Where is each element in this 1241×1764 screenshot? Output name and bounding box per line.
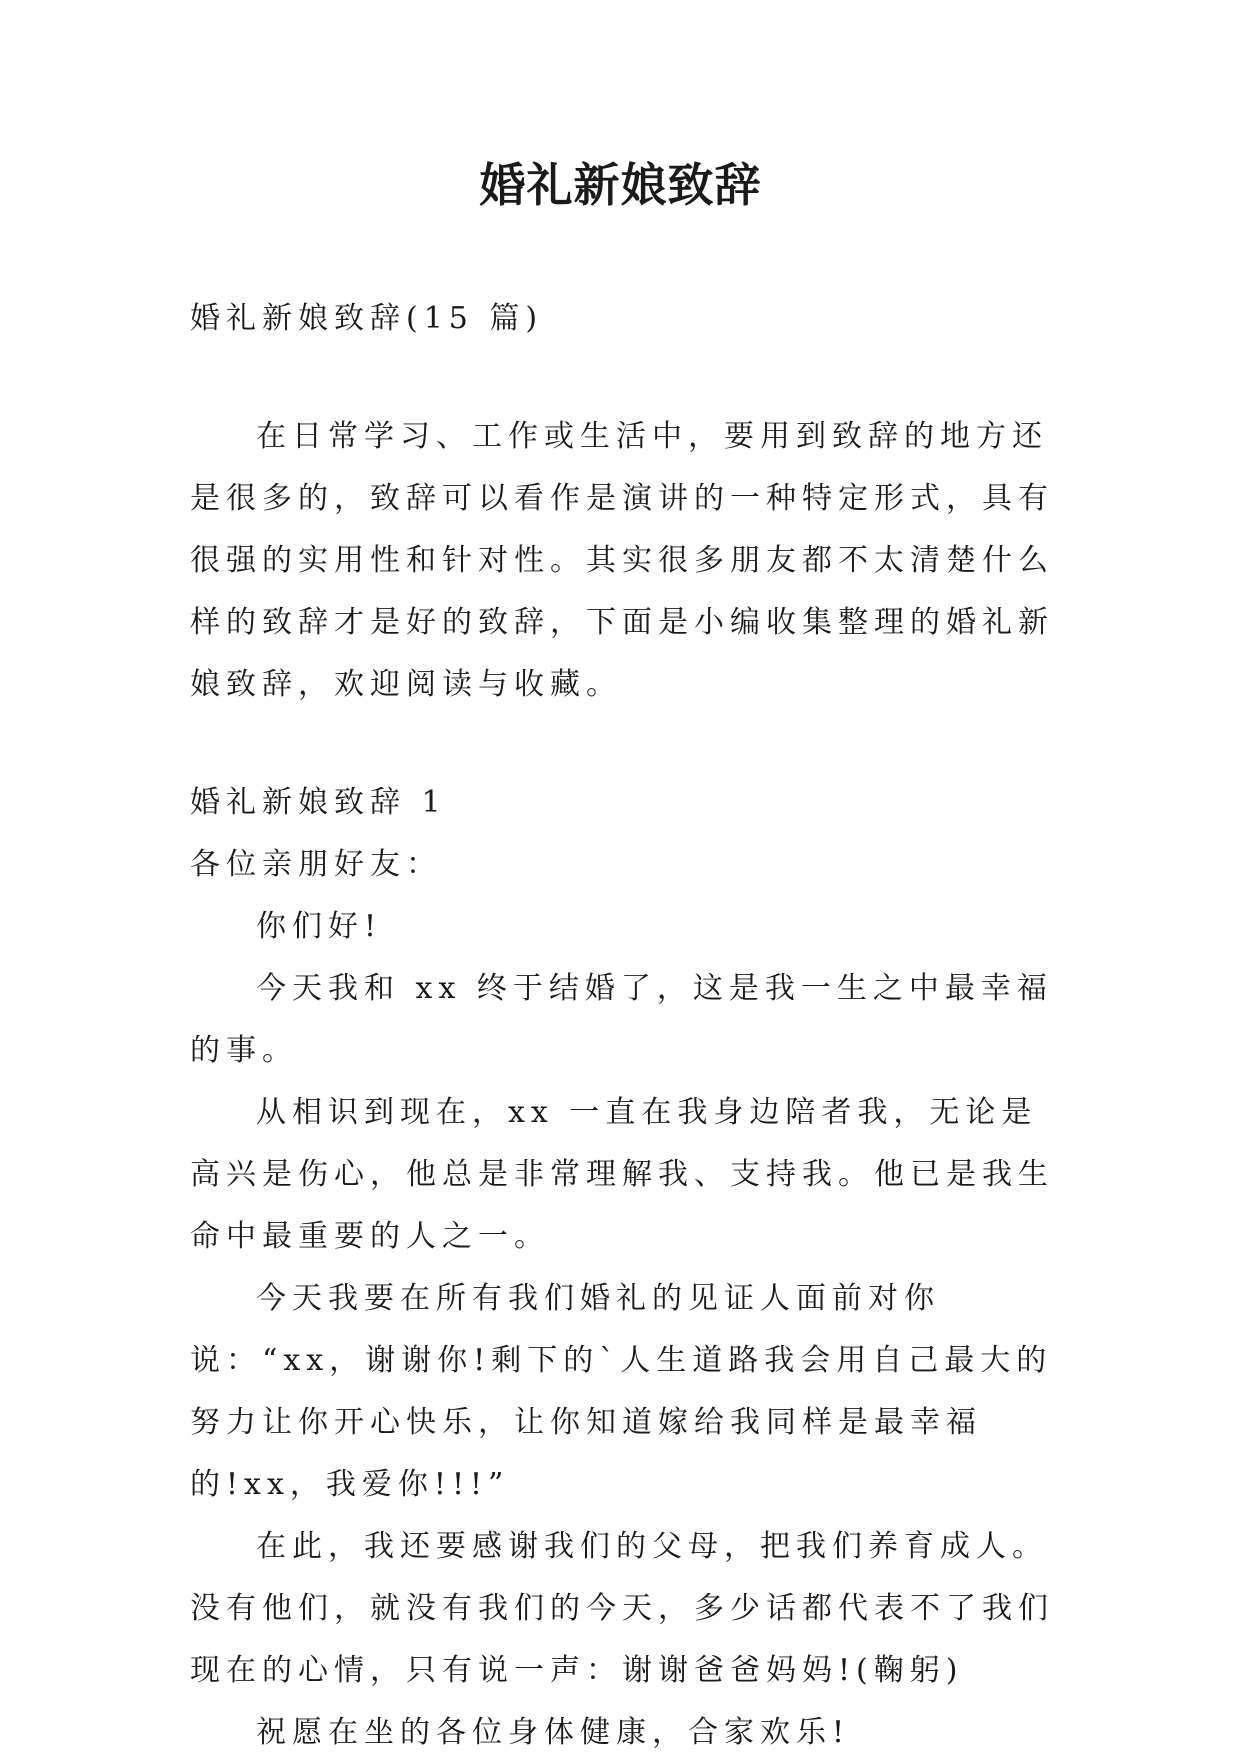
document-subtitle: 婚礼新娘致辞(15 篇) — [190, 301, 544, 336]
salutation: 各位亲朋好友： — [190, 847, 442, 882]
section-heading: 婚礼新娘致辞 1 — [190, 785, 447, 820]
document-body — [190, 288, 1060, 1764]
body-paragraph: 今天我和 xx 终于结婚了，这是我一生之中最幸福的事。 — [190, 971, 1053, 1068]
body-paragraph: 祝愿在坐的各位身体健康，合家欢乐! — [256, 1715, 851, 1750]
body-paragraph: 今天我要在所有我们婚礼的见证人面前对你说：“xx，谢谢你!剩下的`人生道路我会用自己最大的努力让你开心快乐，让你知道嫁给我同样是最幸福的!xx，我爱你!!!” — [190, 1281, 1053, 1502]
body-paragraph: 从相识到现在，xx 一直在我身边陪者我，无论是高兴是伤心，他总是非常理解我、支持我。他已是我生命中最重要的人之一。 — [190, 1095, 1054, 1254]
body-paragraph: 你们好! — [256, 909, 383, 944]
intro-paragraph: 在日常学习、工作或生活中，要用到致辞的地方还是很多的，致辞可以看作是演讲的一种特定形式，具有很强的实用性和针对性。其实很多朋友都不太清楚什么样的致辞才是好的致辞，下面是小编收集整理的婚礼新娘致辞，欢迎阅读与收藏。 — [190, 419, 1054, 702]
body-paragraph: 在此，我还要感谢我们的父母，把我们养育成人。没有他们，就没有我们的今天，多少话都代表不了我们现在的心情，只有说一声：谢谢爸爸妈妈!(鞠躬) — [190, 1529, 1054, 1688]
document-title: 婚礼新娘致辞 — [479, 158, 762, 212]
